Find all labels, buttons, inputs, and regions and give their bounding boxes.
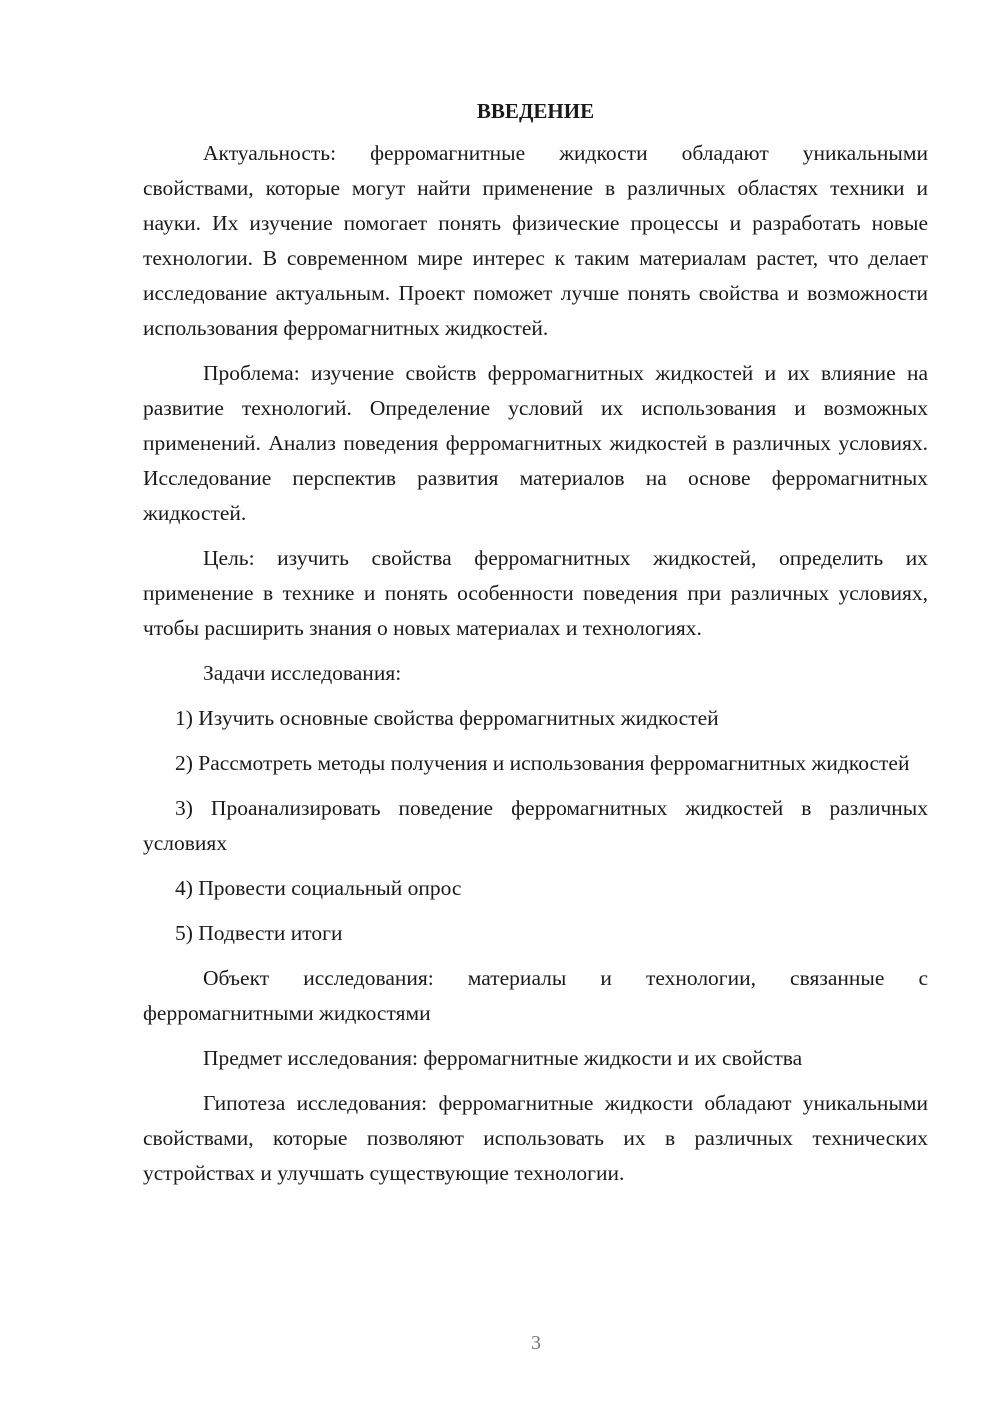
hypothesis-paragraph: Гипотеза исследования: ферромагнитные жидкости обладают уникальными свойствами, которые позволяют использовать их в различных технических устройствах и улучшать существующие технологии. [143,1091,928,1185]
task-item-4: 4) Провести социальный опрос [175,876,462,900]
goal-paragraph: Цель: изучить свойства ферромагнитных жидкостей, определить их применение в технике и понять особенности поведения при различных условиях, чтобы расширить знания о новых материалах и технологиях. [143,546,928,640]
page-content [143,96,928,1191]
relevance-paragraph: Актуальность: ферромагнитные жидкости обладают уникальными свойствами, которые могут найти применение в различных областях техники и науки. Их изучение помогает понять физические процессы и разработать новые технологии. В современном мире интерес к таким материалам растет, что делает исследование актуальным. Проект поможет лучше понять свойства и возможности использования ферромагнитных жидкостей. [143,141,928,340]
task-item-5: 5) Подвести итоги [175,921,343,945]
task-item-1: 1) Изучить основные свойства ферромагнитных жидкостей [175,706,719,730]
problem-paragraph: Проблема: изучение свойств ферромагнитных жидкостей и их влияние на развитие технологий. Определение условий их использования и возможных применений. Анализ поведения ферромагнитных жидкостей в различных условиях. Исследование перспектив развития материалов на основе ферромагнитных жидкостей. [143,361,928,525]
page-title: ВВЕДЕНИЕ [476,99,595,123]
page-number: 3 [531,1332,541,1354]
task-item-3: 3) Проанализировать поведение ферромагнитных жидкостей в различных условиях [143,796,928,855]
task-item-2: 2) Рассмотреть методы получения и использования ферромагнитных жидкостей [175,751,910,775]
tasks-heading: Задачи исследования: [203,661,402,685]
subject-paragraph: Предмет исследования: ферромагнитные жидкости и их свойства [203,1046,803,1070]
object-paragraph: Объект исследования: материалы и технологии, связанные с ферромагнитными жидкостями [143,966,928,1025]
